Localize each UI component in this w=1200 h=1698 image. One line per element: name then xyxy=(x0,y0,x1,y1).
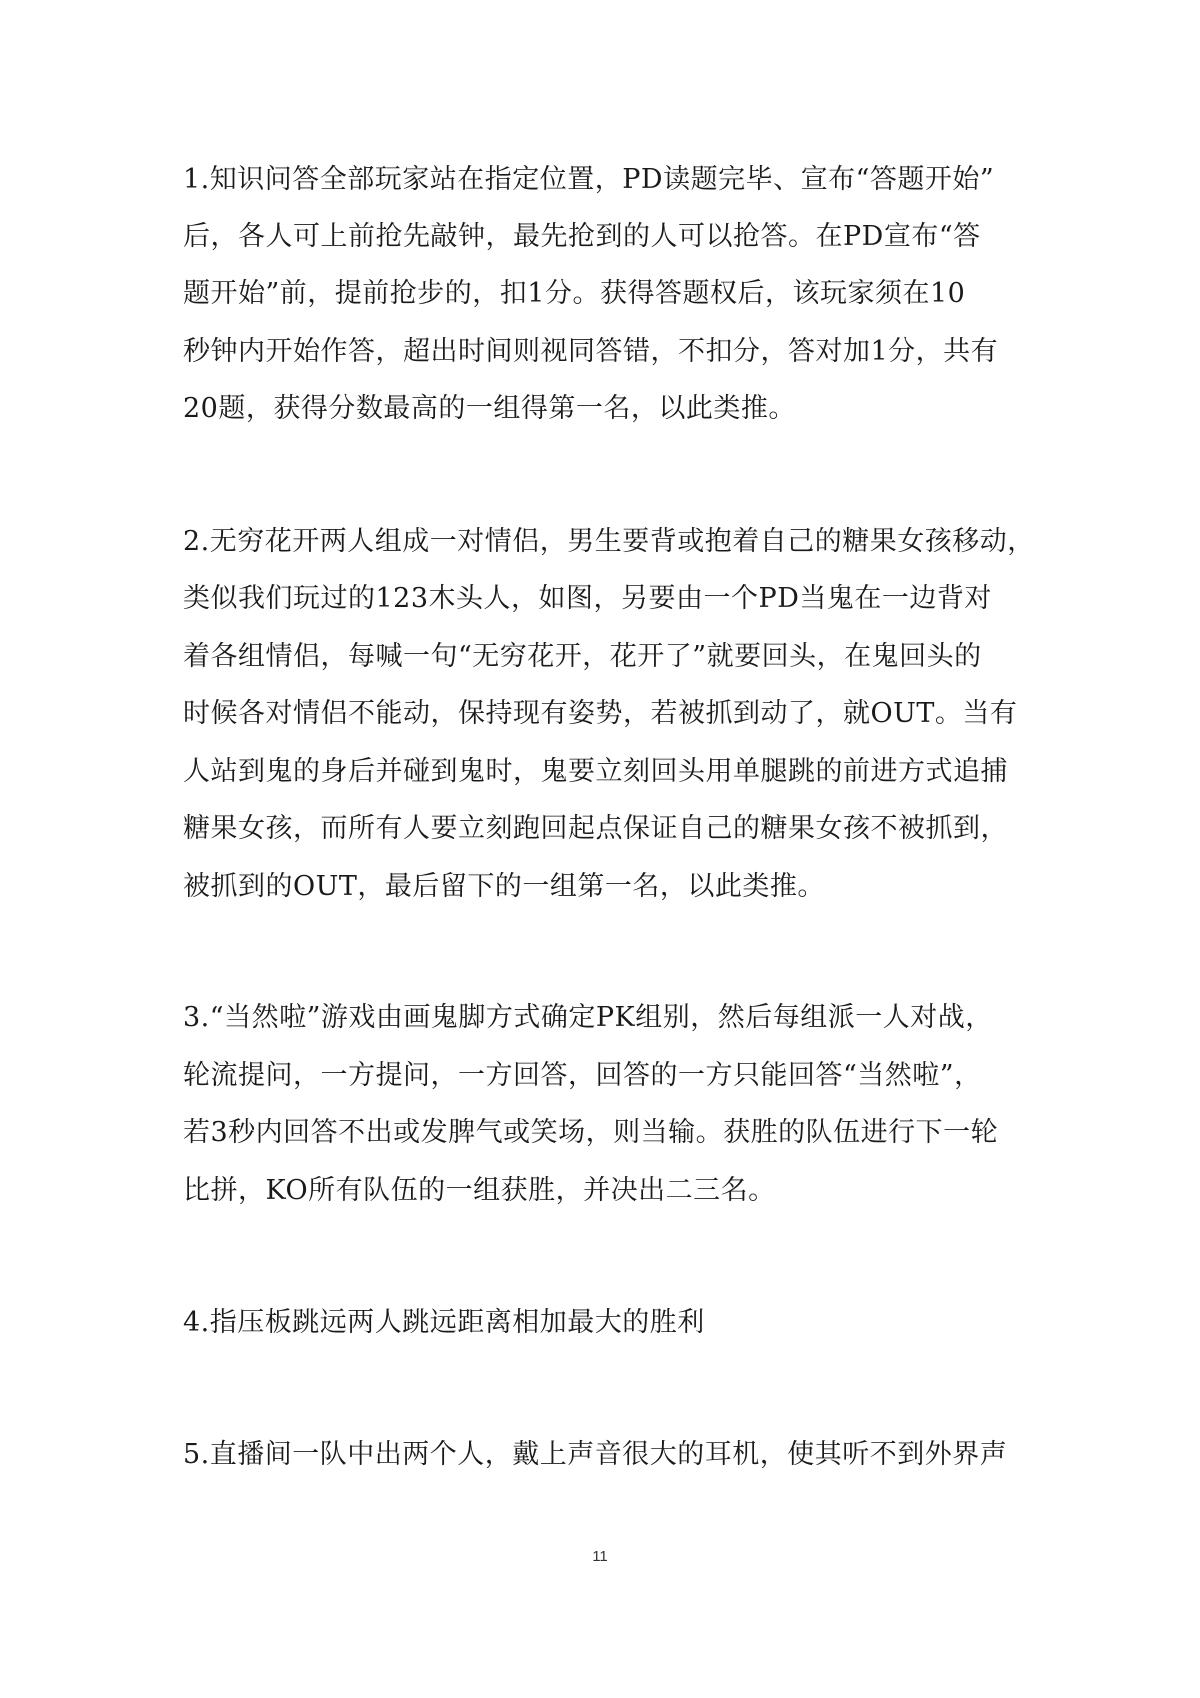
page-number: 11 xyxy=(592,1548,608,1565)
text-line: 被抓到的OUT，最后留下的一组第一名，以此类推。 xyxy=(183,871,825,902)
text-line: 人站到鬼的身后并碰到鬼时，鬼要立刻回头用单腿跳的前进方式追捕 xyxy=(183,756,1008,787)
text-line: 3.“当然啦”游戏由画鬼脚方式确定PK组别，然后每组派一人对战， xyxy=(183,1002,993,1033)
text-line: 类似我们玩过的123木头人，如图，另要由一个PD当鬼在一边背对 xyxy=(183,583,992,614)
text-line: 1.知识问答全部玩家站在指定位置，PD读题完毕、宣布“答题开始” xyxy=(183,164,995,195)
text-line: 4.指压板跳远两人跳远距离相加最大的胜利 xyxy=(183,1307,705,1338)
text-line: 糖果女孩，而所有人要立刻跑回起点保证自己的糖果女孩不被抓到， xyxy=(183,813,1008,844)
text-line: 后，各人可上前抢先敲钟，最先抢到的人可以抢答。在PD宣布“答 xyxy=(183,221,981,252)
text-line: 时候各对情侣不能动，保持现有姿势，若被抓到动了，就OUT。当有 xyxy=(183,698,1018,729)
text-line: 轮流提问，一方提问，一方回答，回答的一方只能回答“当然啦”， xyxy=(183,1060,982,1091)
text-line: 若3秒内回答不出或发脾气或笑场，则当输。获胜的队伍进行下一轮 xyxy=(183,1117,999,1148)
text-line: 比拼，KO所有队伍的一组获胜，并决出二三名。 xyxy=(183,1175,776,1206)
text-line: 秒钟内开始作答，超出时间则视同答错，不扣分，答对加1分，共有 xyxy=(183,336,999,367)
text-line: 5.直播间一队中出两个人，戴上声音很大的耳机，使其听不到外界声 xyxy=(183,1439,1008,1470)
text-line: 20题，获得分数最高的一组得第一名，以此类推。 xyxy=(183,393,796,424)
text-line: 题开始”前，提前抢步的，扣1分。获得答题权后，该玩家须在10 xyxy=(183,278,966,309)
text-line: 着各组情侣，每喊一句“无穷花开，花开了”就要回头，在鬼回头的 xyxy=(183,641,982,672)
text-line: 2.无穷花开两人组成一对情侣，男生要背或抱着自己的糖果女孩移动， xyxy=(183,526,1035,557)
